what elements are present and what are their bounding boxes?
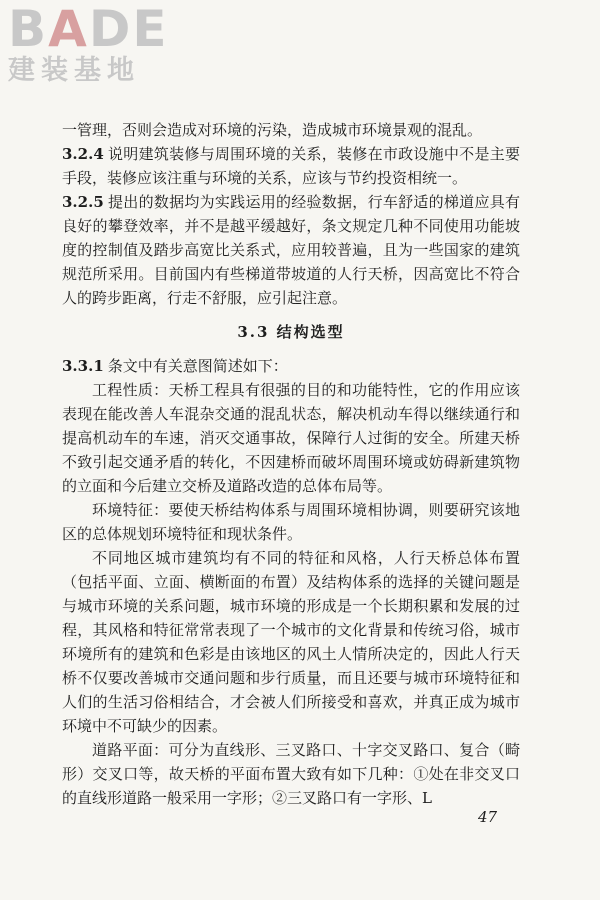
clause-3-3-1 xyxy=(62,354,520,378)
clause-number: 3.2.4 xyxy=(62,145,104,163)
paragraph-environment-features: 环境特征：要使天桥结构体系与周围环境相协调，则要研究该地区的总体规划环境特征和现状条件。 xyxy=(62,501,520,543)
watermark-subtitle: 建装基地 xyxy=(8,55,140,86)
paragraph-continuation xyxy=(62,118,520,142)
clause-3-2-4 xyxy=(62,142,520,190)
clause-text: 提出的数据均为实践运用的经验数据，行车舒适的梯道应具有良好的攀登效率，并不是越平缓越好，条文规定几种不同使用功能坡度的控制值及踏步高宽比关系式，应用较普遍，且为一些国家的建筑规范所采用。目前国内有些梯道带坡道的人行天桥，因高宽比不符合人的跨步距离，行走不舒服，应引起注意。 xyxy=(62,193,520,307)
watermark xyxy=(8,0,169,86)
watermark-logo xyxy=(8,0,169,58)
page-number: 47 xyxy=(478,808,498,826)
logo-letter-accent: A xyxy=(48,0,89,58)
clause-number: 3.2.5 xyxy=(62,193,104,211)
logo-letter: B xyxy=(8,0,49,58)
clause-3-2-5 xyxy=(62,190,520,310)
section-heading: 3.3 结构选型 xyxy=(237,323,345,341)
clause-text: 说明建筑装修与周围环境的关系，装修在市政设施中不是主要手段，装修应该注重与环境的关系，应该与节约投资相统一。 xyxy=(62,145,520,187)
paragraph-road-plan: 道路平面：可分为直线形、三叉路口、十字交叉路口、复合（畸形）交叉口等，故天桥的平面布置大致有如下几种：①处在非交叉口的直线形道路一般采用一字形；②三叉路口有一字形、L xyxy=(62,741,520,807)
paragraph-urban-character: 不同地区城市建筑均有不同的特征和风格，人行天桥总体布置（包括平面、立面、横断面的布置）及结构体系的选择的关键问题是与城市环境的关系问题，城市环境的形成是一个长期积累和发展的过程，其风格和特征常常表现了一个城市的文化背景和传统习俗，城市环境所有的建筑和色彩是由该地区的风土人情所决定的，因此人行天桥不仅要改善城市交通问题和步行质量，而且还要与城市环境特征和人们的生活习俗相结合，才会被人们所接受和喜欢，并真正成为城市环境中不可缺少的因素。 xyxy=(62,549,520,735)
paragraph-text: 一管理，否则会造成对环境的污染，造成城市环境景观的混乱。 xyxy=(62,121,483,139)
paragraph-engineering-nature: 工程性质：天桥工程具有很强的目的和功能特性，它的作用应该表现在能改善人车混杂交通的混乱状态，解决机动车得以继续通行和提高机动车的车速，消灭交通事故，保障行人过街的安全。所建天桥不致引起交通矛盾的转化，不因建桥而破坏周围环境或妨碍新建筑物的立面和今后建立交桥及道路改造的总体布局等。 xyxy=(62,381,520,495)
logo-letters: DE xyxy=(88,0,169,58)
clause-text: 条文中有关意图简述如下： xyxy=(107,357,288,375)
page-body xyxy=(62,118,520,810)
clause-number: 3.3.1 xyxy=(62,357,104,375)
